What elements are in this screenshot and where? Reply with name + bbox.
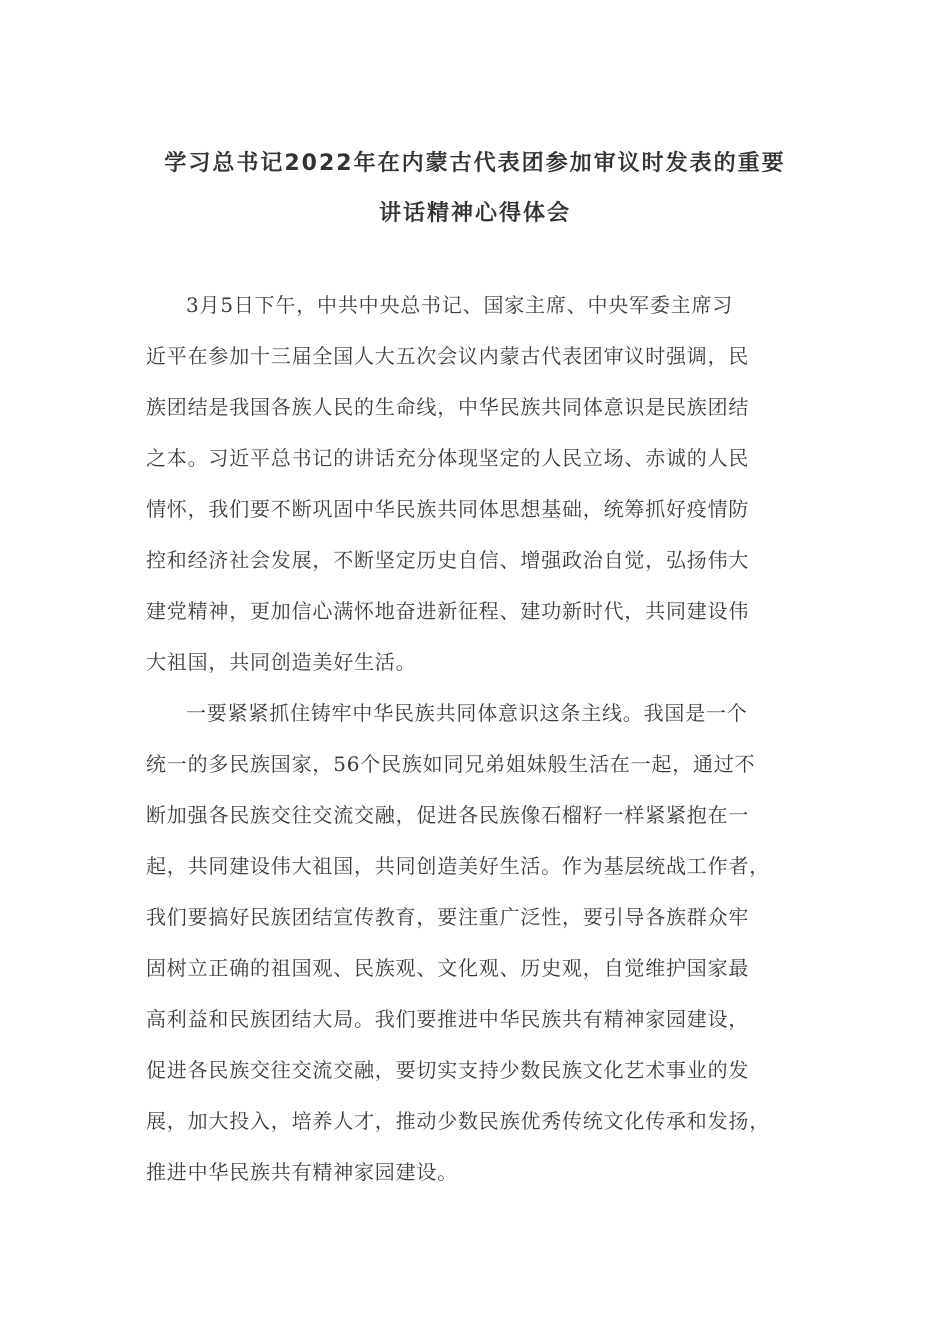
paragraph-line: 近平在参加十三届全国人大五次会议内蒙古代表团审议时强调，民 (146, 344, 750, 368)
paragraph-line: 高利益和民族团结大局。我们要推进中华民族共有精神家园建设， (146, 1007, 750, 1031)
paragraph-line: 推进中华民族共有精神家园建设。 (146, 1160, 458, 1184)
paragraph-line: 统一的多民族国家，56个民族如同兄弟姐妹般生活在一起，通过不 (146, 752, 756, 776)
paragraph-2 (146, 688, 806, 1198)
paragraph-line: 我们要搞好民族团结宣传教育，要注重广泛性，要引导各族群众牢 (146, 905, 750, 929)
paragraph-line: 情怀，我们要不断巩固中华民族共同体思想基础，统筹抓好疫情防 (146, 497, 750, 521)
title-line: 讲话精神心得体会 (378, 201, 571, 226)
document-title (130, 150, 820, 250)
paragraph-line: 建党精神，更加信心满怀地奋进新征程、建功新时代，共同建设伟 (146, 599, 750, 623)
paragraph-line: 之本。习近平总书记的讲话充分体现坚定的人民立场、赤诚的人民 (146, 446, 750, 470)
paragraph-line: 起，共同建设伟大祖国，共同创造美好生活。作为基层统战工作者， (146, 854, 770, 878)
title-line: 学习总书记2022年在内蒙古代表团参加审议时发表的重要 (164, 151, 786, 176)
paragraph-line: 展，加大投入，培养人才，推动少数民族优秀传统文化传承和发扬， (146, 1109, 770, 1133)
paragraph-line: 控和经济社会发展，不断坚定历史自信、增强政治自觉，弘扬伟大 (146, 548, 750, 572)
paragraph-1 (146, 280, 806, 688)
paragraph-line: 断加强各民族交往交流交融，促进各民族像石榴籽一样紧紧抱在一 (146, 803, 750, 827)
paragraph-line: 大祖国，共同创造美好生活。 (146, 650, 417, 674)
paragraph-line: 一要紧紧抓住铸牢中华民族共同体意识这条主线。我国是一个 (186, 701, 748, 725)
paragraph-line: 促进各民族交往交流交融，要切实支持少数民族文化艺术事业的发 (146, 1058, 750, 1082)
document-body (146, 280, 806, 1198)
paragraph-line: 固树立正确的祖国观、民族观、文化观、历史观，自觉维护国家最 (146, 956, 750, 980)
paragraph-line: 族团结是我国各族人民的生命线，中华民族共同体意识是民族团结 (146, 395, 750, 419)
paragraph-line: 3月5日下午，中共中央总书记、国家主席、中央军委主席习 (186, 293, 734, 317)
